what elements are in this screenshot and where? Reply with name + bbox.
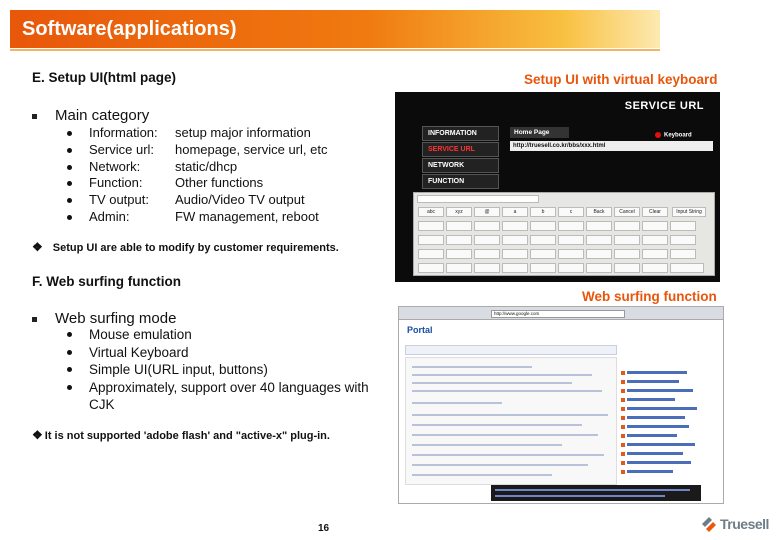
- key: [446, 235, 472, 245]
- brand-name: Truesell: [720, 516, 769, 532]
- list-item: Information: setup major information: [67, 125, 327, 142]
- key: [502, 249, 528, 259]
- service-url-field: http://truesell.co.kr/bbs/xxx.html: [510, 141, 713, 151]
- key: [558, 221, 584, 231]
- setup-menu-service-url: SERVICE URL: [422, 142, 499, 157]
- red-dot-icon: [655, 132, 661, 138]
- list-item: Approximately, support over 40 languages with CJK: [67, 379, 389, 414]
- key: [614, 263, 640, 273]
- key: [642, 263, 668, 273]
- web-note: ❖ It is not supported 'adobe flash' and "active-x" plug-in.: [32, 428, 330, 442]
- key: [530, 249, 556, 259]
- key: [418, 263, 444, 273]
- square-bullet-icon: [32, 114, 37, 119]
- site-nav: [405, 345, 617, 355]
- key: b: [530, 207, 556, 217]
- key: [418, 249, 444, 259]
- setup-ui-screenshot: [395, 92, 720, 282]
- key: [670, 263, 704, 273]
- site-logo: Portal: [407, 325, 433, 335]
- key: [670, 235, 696, 245]
- key: Back: [586, 207, 612, 217]
- setup-menu-function: FUNCTION: [422, 174, 499, 189]
- list-item: Mouse emulation: [67, 326, 389, 344]
- page-number: 16: [318, 523, 330, 534]
- slide-title: Software(applications): [22, 18, 237, 40]
- diamond-bullet-icon: ❖: [32, 428, 43, 442]
- key: [502, 221, 528, 231]
- web-heading: F. Web surfing function: [32, 274, 181, 289]
- side-link-list: [621, 371, 717, 483]
- list-item: Simple UI(URL input, buttons): [67, 361, 389, 379]
- key: [670, 221, 696, 231]
- keyboard-indicator: Keyboard: [655, 132, 692, 139]
- key: c: [558, 207, 584, 217]
- key: [530, 235, 556, 245]
- list-item: Virtual Keyboard: [67, 344, 389, 362]
- title-bar: [10, 10, 660, 48]
- key: [558, 249, 584, 259]
- key: [502, 263, 528, 273]
- key: a: [502, 207, 528, 217]
- setup-main-item: Main category: [32, 107, 149, 124]
- page-content: [405, 357, 617, 485]
- key: abc: [418, 207, 444, 217]
- key: [502, 235, 528, 245]
- setup-screen-title: SERVICE URL: [624, 100, 704, 112]
- square-bullet-icon: [32, 317, 37, 322]
- web-image-caption: Web surfing function: [582, 289, 717, 304]
- setup-item-list: [67, 125, 327, 226]
- key: [670, 249, 696, 259]
- key: [614, 249, 640, 259]
- web-item-list: [67, 326, 389, 414]
- title-underline: [10, 49, 660, 51]
- key: [642, 249, 668, 259]
- key: [530, 263, 556, 273]
- key: @: [474, 207, 500, 217]
- key: xyz: [446, 207, 472, 217]
- setup-note: ❖ Setup UI are able to modify by customer requirements.: [32, 240, 339, 254]
- list-item: TV output: Audio/Video TV output: [67, 192, 327, 209]
- key: [642, 235, 668, 245]
- key: [474, 263, 500, 273]
- setup-image-caption: Setup UI with virtual keyboard: [524, 72, 718, 87]
- list-item: Service url: homepage, service url, etc: [67, 142, 327, 159]
- key: Cancel: [614, 207, 640, 217]
- key: [474, 249, 500, 259]
- browser-help-bar: [491, 485, 701, 501]
- list-item: Network: static/dhcp: [67, 159, 327, 176]
- browser-toolbar: [399, 307, 723, 320]
- key: [586, 235, 612, 245]
- key: [558, 263, 584, 273]
- home-page-label: Home Page: [510, 127, 569, 138]
- key: [586, 263, 612, 273]
- setup-menu-network: NETWORK: [422, 158, 499, 173]
- key: [418, 221, 444, 231]
- key: [446, 249, 472, 259]
- diamond-bullet-icon: ❖: [32, 240, 43, 254]
- key: [474, 221, 500, 231]
- key: [530, 221, 556, 231]
- browser-address-bar: http://www.google.com: [491, 310, 625, 318]
- list-item: Function: Other functions: [67, 175, 327, 192]
- keyboard-input-bar: [417, 195, 539, 203]
- setup-heading: E. Setup UI(html page): [32, 70, 177, 85]
- key: [614, 235, 640, 245]
- key: [586, 249, 612, 259]
- key: [586, 221, 612, 231]
- key: Clear: [642, 207, 668, 217]
- key: [642, 221, 668, 231]
- key: [558, 235, 584, 245]
- key: [418, 235, 444, 245]
- web-main-item: Web surfing mode: [32, 310, 176, 327]
- truesell-logo-icon: [700, 516, 718, 532]
- key: [614, 221, 640, 231]
- virtual-keyboard: [413, 192, 715, 276]
- key: Input String: [672, 207, 706, 217]
- list-item: Admin: FW management, reboot: [67, 209, 327, 226]
- setup-menu-information: INFORMATION: [422, 126, 499, 141]
- key: [446, 263, 472, 273]
- web-surfing-screenshot: [398, 306, 724, 504]
- key: [474, 235, 500, 245]
- key: [446, 221, 472, 231]
